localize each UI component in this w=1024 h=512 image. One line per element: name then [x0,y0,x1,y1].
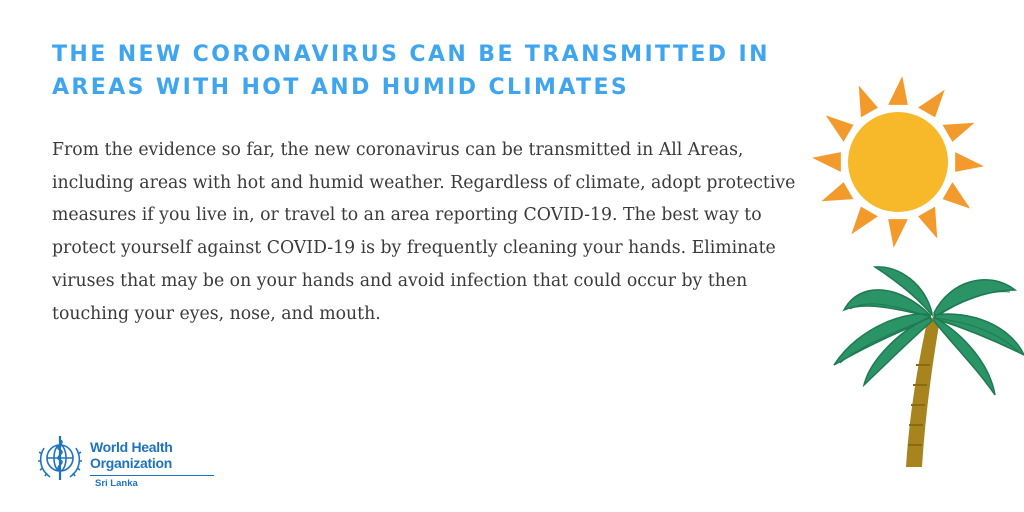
sun-ray [918,90,945,118]
sun-ray [888,76,908,105]
who-emblem-icon [34,432,86,484]
sun-ray [826,115,854,142]
who-logo-line1: World Health [90,439,173,455]
sun-ray [859,85,878,117]
sun-ray [943,182,971,209]
page-title: THE NEW CORONAVIRUS CAN BE TRANSMITTED IN AREAS WITH HOT AND HUMID CLIMATES [52,42,770,100]
sun-ray [851,207,878,235]
sun-ray [821,182,853,201]
who-logo-wordmark [90,439,172,471]
sun-ray [888,219,908,248]
sun-ray [918,207,937,239]
sun-ray [943,123,975,142]
sun-ray [955,152,984,172]
body-paragraph: From the evidence so far, the new coronavirus can be transmitted in All Areas, including areas with hot and humid weather. Regardless of climate, adopt protective measures if you live in, or travel to an area reporting COVID-19. The best way to protect yourself against COVID-19 is by frequently cleaning your hands. Eliminate viruses that may be on your hands and avoid infection that could occur by then touching your eyes, nose, and mouth. [52,140,796,324]
sun-ray [812,152,841,172]
sun-icon [810,70,990,260]
logo-divider [90,475,214,476]
who-logo-line2: Organization [90,455,172,471]
who-logo-country: Sri Lanka [95,478,138,489]
who-logo [34,432,204,492]
palm-tree-icon [830,255,1024,470]
